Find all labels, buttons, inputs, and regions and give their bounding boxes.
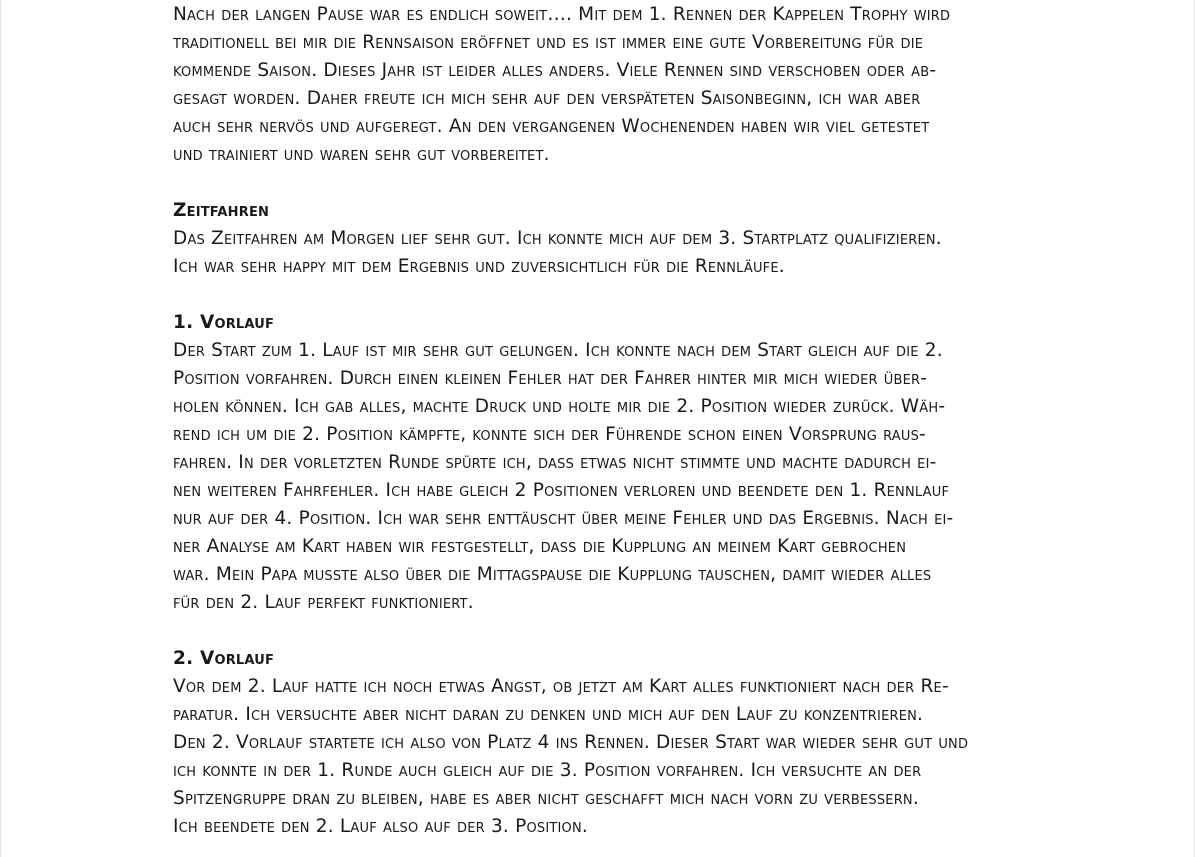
section-heading: Zeitfahren: [173, 200, 270, 221]
text-line: kommende Saison. Dieses Jahr ist leider alles anders. Viele Rennen sind verschoben oder ab-: [173, 60, 937, 81]
text-line: rend ich um die 2. Position kämpfte, konnte sich der Führende schon einen Vorsprung raus-: [173, 424, 926, 445]
section-heading: 2. Vorlauf: [173, 648, 275, 669]
text-line: Das Zeitfahren am Morgen lief sehr gut. Ich konnte mich auf dem 3. Startplatz qualifizieren.: [173, 228, 942, 249]
text-line: Ich beendete den 2. Lauf also auf der 3. Position.: [173, 816, 588, 837]
section-paragraph: [173, 337, 1083, 617]
section-zeitfahren: [173, 197, 1083, 281]
section-heading: 1. Vorlauf: [173, 312, 275, 333]
text-line: holen können. Ich gab alles, machte Druck und holte mir die 2. Position wieder zurück. Wäh-: [173, 396, 946, 417]
text-line: ich konnte in der 1. Runde auch gleich auf die 3. Position vorfahren. Ich versuchte an der: [173, 760, 922, 781]
text-line: Position vorfahren. Durch einen kleinen Fehler hat der Fahrer hinter mir mich wieder über-: [173, 368, 928, 389]
text-line: auch sehr nervös und aufgeregt. An den vergangenen Wochenenden haben wir viel getestet: [173, 116, 930, 137]
text-line: war. Mein Papa musste also über die Mittagspause die Kupplung tauschen, damit wieder alles: [173, 564, 932, 585]
text-line: für den 2. Lauf perfekt funktioniert.: [173, 592, 474, 613]
text-line: Spitzengruppe dran zu bleiben, habe es aber nicht geschafft mich nach vorn zu verbessern.: [173, 788, 919, 809]
text-line: traditionell bei mir die Rennsaison eröffnet und es ist immer eine gute Vorbereitung für die: [173, 32, 924, 53]
section-vorlauf-2: [173, 645, 1083, 841]
text-line: Ich war sehr happy mit dem Ergebnis und zuversichtlich für die Rennläufe.: [173, 256, 785, 277]
text-line: nen weiteren Fahrfehler. Ich habe gleich 2 Positionen verloren und beendete den 1. Rennlauf: [173, 480, 950, 501]
document-body: [173, 1, 1083, 841]
text-line: Den 2. Vorlauf startete ich also von Platz 4 ins Rennen. Dieser Start war wieder sehr gut und: [173, 732, 969, 753]
section-paragraph: [173, 225, 1083, 281]
text-line: fahren. In der vorletzten Runde spürte ich, dass etwas nicht stimmte und machte dadurch ei-: [173, 452, 937, 473]
text-line: Nach der langen Pause war es endlich soweit…. Mit dem 1. Rennen der Kappelen Trophy wird: [173, 4, 951, 25]
text-line: ner Analyse am Kart haben wir festgestellt, dass die Kupplung an meinem Kart gebrochen: [173, 536, 907, 557]
text-line: Vor dem 2. Lauf hatte ich noch etwas Angst, ob jetzt am Kart alles funktioniert nach der Re-: [173, 676, 949, 697]
section-paragraph: [173, 673, 1083, 841]
intro-paragraph: [173, 1, 1083, 169]
text-line: nur auf der 4. Position. Ich war sehr enttäuscht über meine Fehler und das Ergebnis. Nach ei-: [173, 508, 954, 529]
section-vorlauf-1: [173, 309, 1083, 617]
text-line: und trainiert und waren sehr gut vorbereitet.: [173, 144, 550, 165]
text-line: paratur. Ich versuchte aber nicht daran zu denken und mich auf den Lauf zu konzentrieren.: [173, 704, 924, 725]
text-line: gesagt worden. Daher freute ich mich sehr auf den verspäteten Saisonbeginn, ich war aber: [173, 88, 921, 109]
text-line: Der Start zum 1. Lauf ist mir sehr gut gelungen. Ich konnte nach dem Start gleich auf die 2.: [173, 340, 943, 361]
